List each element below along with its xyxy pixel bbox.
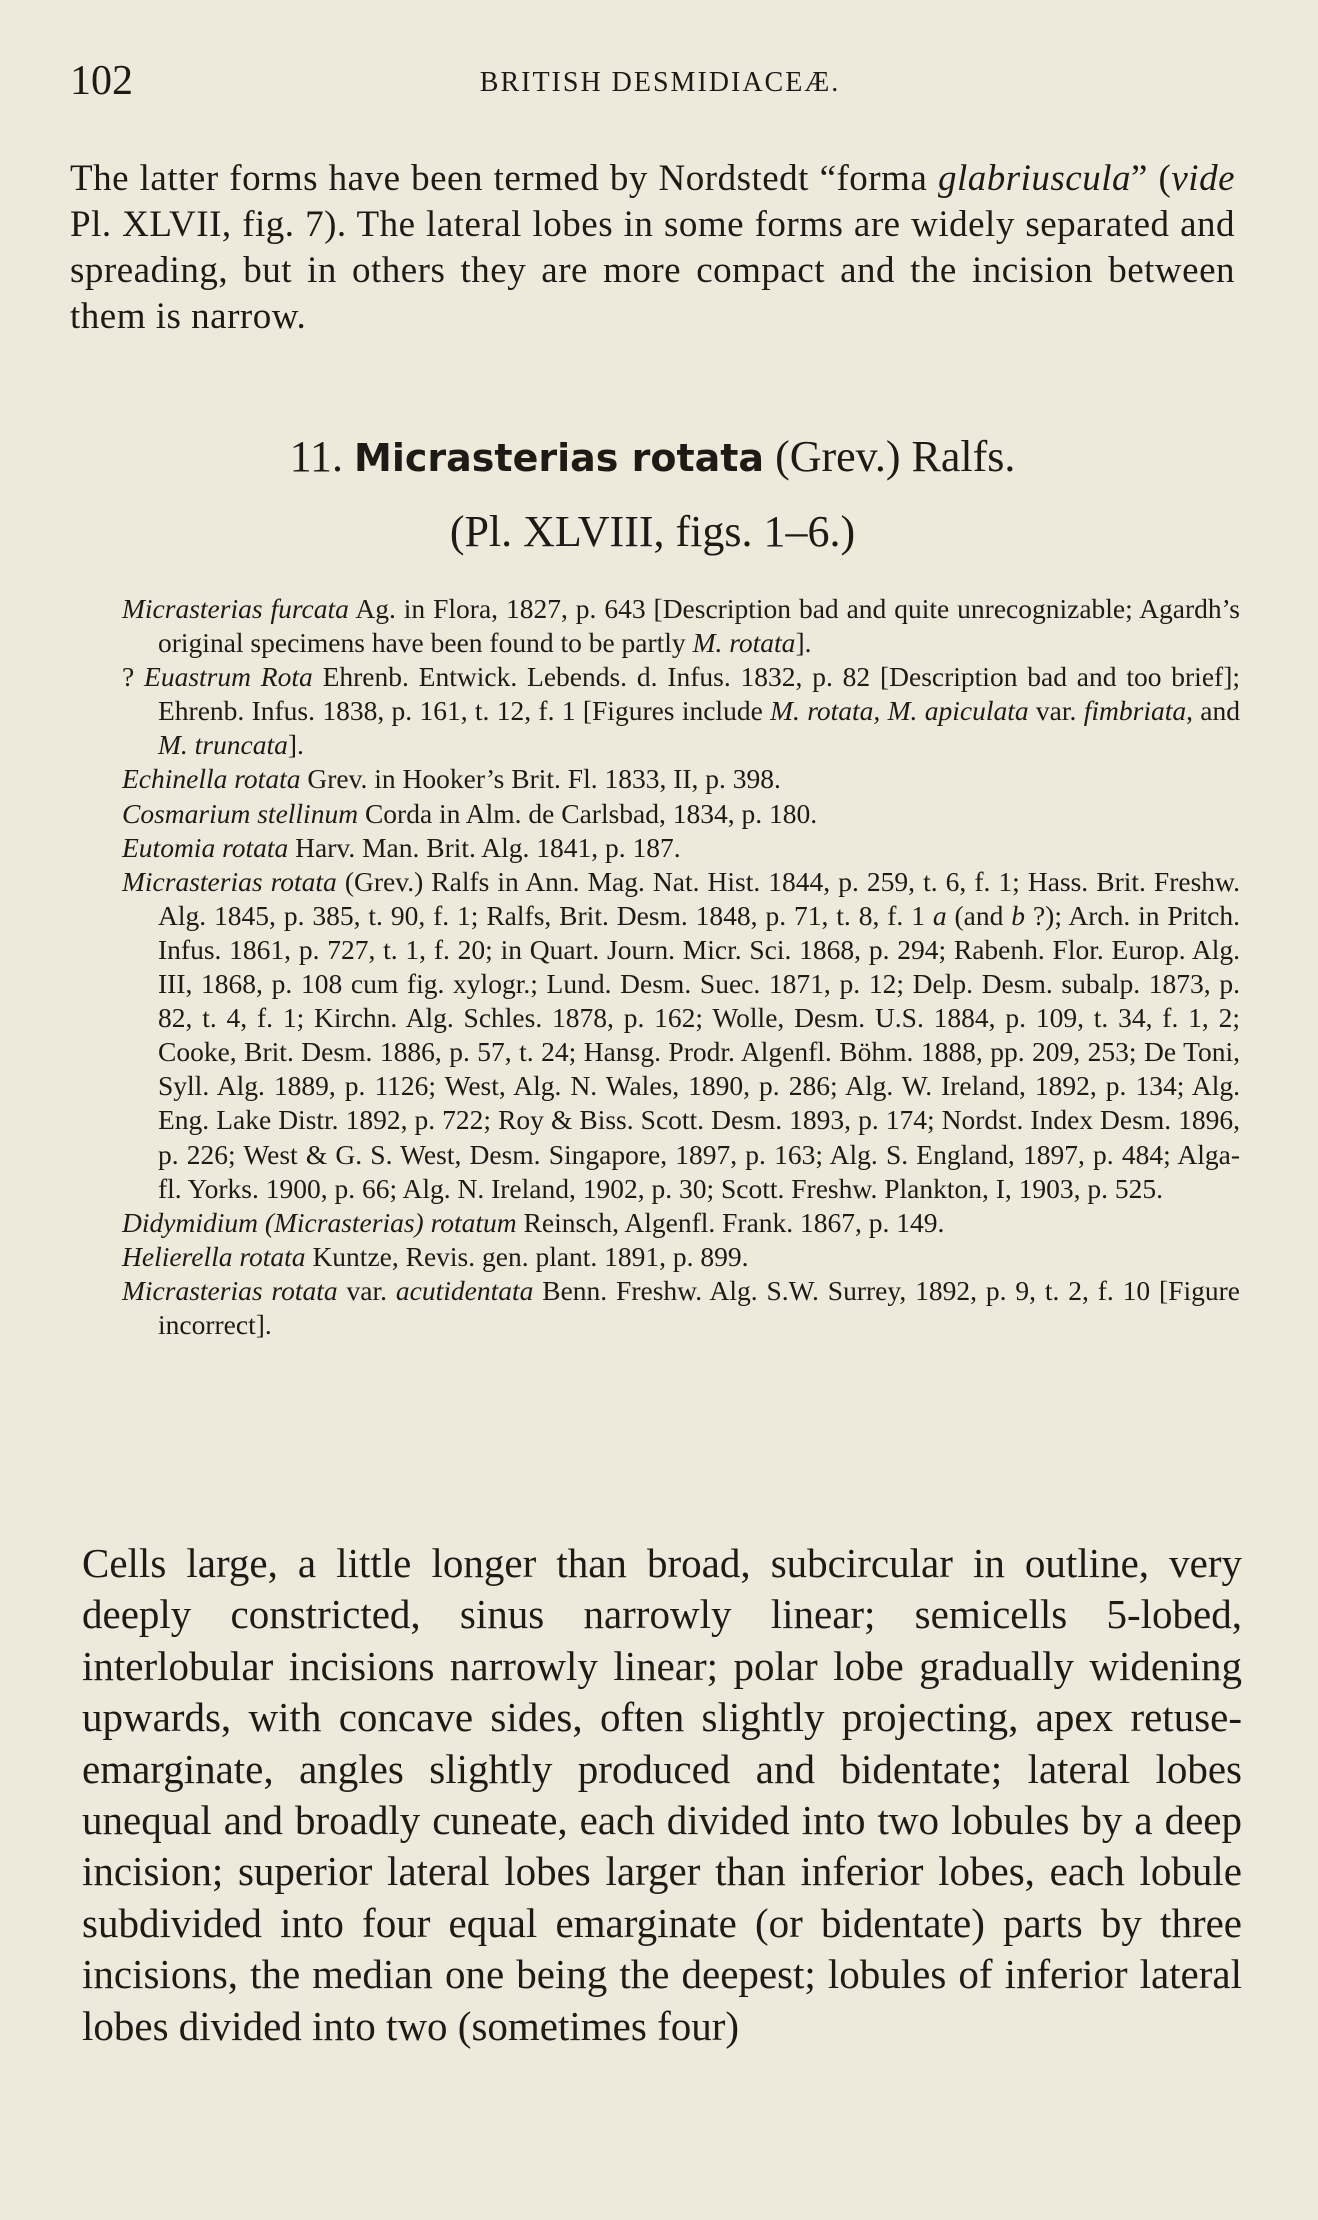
synonymy-entry: Eutomia rotata Harv. Man. Brit. Alg. 1841, p. 187. xyxy=(122,831,681,863)
running-head xyxy=(70,56,1250,106)
synonymy-entry: Didymidium (Micrasterias) rotatum Reinsch, Algenfl. Frank. 1867, p. 149. xyxy=(122,1206,945,1238)
synonymy-entry: Micrasterias rotata var. acutidentata Benn. Freshw. Alg. S.W. Surrey, 1892, p. 9, t. 2, f. 10 [Figure incorrect]. xyxy=(122,1274,1240,1340)
synonymy-entry: ? Euastrum Rota Ehrenb. Entwick. Lebends. d. Infus. 1832, p. 82 [Description bad and too brief]; Ehrenb. Infus. 1838, p. 161, t. 12, f. 1 [Figures include M. rotata, M. apiculata var. fimbriata, and M. truncata]. xyxy=(122,661,1241,761)
synonymy-entry: Micrasterias rotata (Grev.) Ralfs in Ann. Mag. Nat. Hist. 1844, p. 259, t. 6, f. 1; Hass. Brit. Freshw. Alg. 1845, p. 385, t. 90, f. 1; Ralfs, Brit. Desm. 1848, p. 71, t. 8, f. 1 a (and b ?); Arch. in Pritch. Infus. 1861, p. 727, t. 1, f. 20; in Quart. Journ. Micr. Sci. 1868, p. 294; Rabenh. Flor. Europ. Alg. III, 1868, p. 108 cum fig. xylogr.; Lund. Desm. Suec. 1871, p. 12; Delp. Desm. subalp. 1873, p. 82, t. 4, f. 1; Kirchn. Alg. Schles. 1878, p. 162; Wolle, Desm. U.S. 1884, p. 109, t. 34, f. 1, 2; Cooke, Brit. Desm. 1886, p. 57, t. 24; Hansg. Prodr. Algenfl. Böhm. 1888, pp. 209, 253; De Toni, Syll. Alg. 1889, p. 1126; West, Alg. N. Wales, 1890, p. 286; Alg. W. Ireland, 1892, p. 134; Alg. Eng. Lake Distr. 1892, p. 722; Roy & Biss. Scott. Desm. 1893, p. 174; Nordst. Index Desm. 1896, p. 226; West & G. S. West, Desm. Singapore, 1897, p. 163; Alg. S. England, 1897, p. 484; Alga-fl. Yorks. 1900, p. 66; Alg. N. Ireland, 1902, p. 30; Scott. Freshw. Plankton, I, 1903, p. 525. xyxy=(122,865,1240,1204)
species-authority: (Grev.) Ralfs. xyxy=(775,432,1016,481)
page-number: 102 xyxy=(70,58,133,104)
species-description: Cells large, a little longer than broad, subcircular in outline, very deeply constricted, sinus narrowly linear; semicells 5-lobed, interlobular incisions narrowly linear; polar lobe gradually widening upwards, with concave sides, often slightly projecting, apex retuse-emarginate, angles slightly produced and bidentate; lateral lobes unequal and broadly cuneate, each divided into two lobules by a deep incision; superior lateral lobes larger than inferior lobes, each lobule subdivided into four equal emarginate (or bidentate) parts by three incisions, the median one being the deepest; lobules of inferior lateral lobes divided into two (sometimes four) xyxy=(82,1540,1242,2049)
species-name: Micrasterias rotata xyxy=(354,436,765,480)
intro-paragraph: The latter forms have been termed by Nordstedt “forma glabriuscula” (vide Pl. XLVII, fig. 7). The lateral lobes in some forms are widely separated and spreading, but in others they are more compact and the incision between them is narrow. xyxy=(70,158,1235,337)
running-title: BRITISH DESMIDIACEÆ. xyxy=(479,67,841,98)
synonymy-entry: Cosmarium stellinum Corda in Alm. de Carlsbad, 1834, p. 180. xyxy=(122,797,818,829)
synonymy-list xyxy=(122,592,1240,1342)
synonymy-entry: Helierella rotata Kuntze, Revis. gen. plant. 1891, p. 899. xyxy=(122,1240,749,1272)
species-heading xyxy=(70,430,1235,485)
plate-reference: (Pl. XLVIII, figs. 1–6.) xyxy=(449,507,856,556)
synonymy-entry: Micrasterias furcata Ag. in Flora, 1827, p. 643 [Description bad and quite unrecognizable; Agardh’s original specimens have been found to be partly M. rotata]. xyxy=(122,593,1241,659)
synonymy-entry: Echinella rotata Grev. in Hooker’s Brit. Fl. 1833, II, p. 398. xyxy=(122,763,781,795)
species-number: 11. xyxy=(289,432,344,481)
